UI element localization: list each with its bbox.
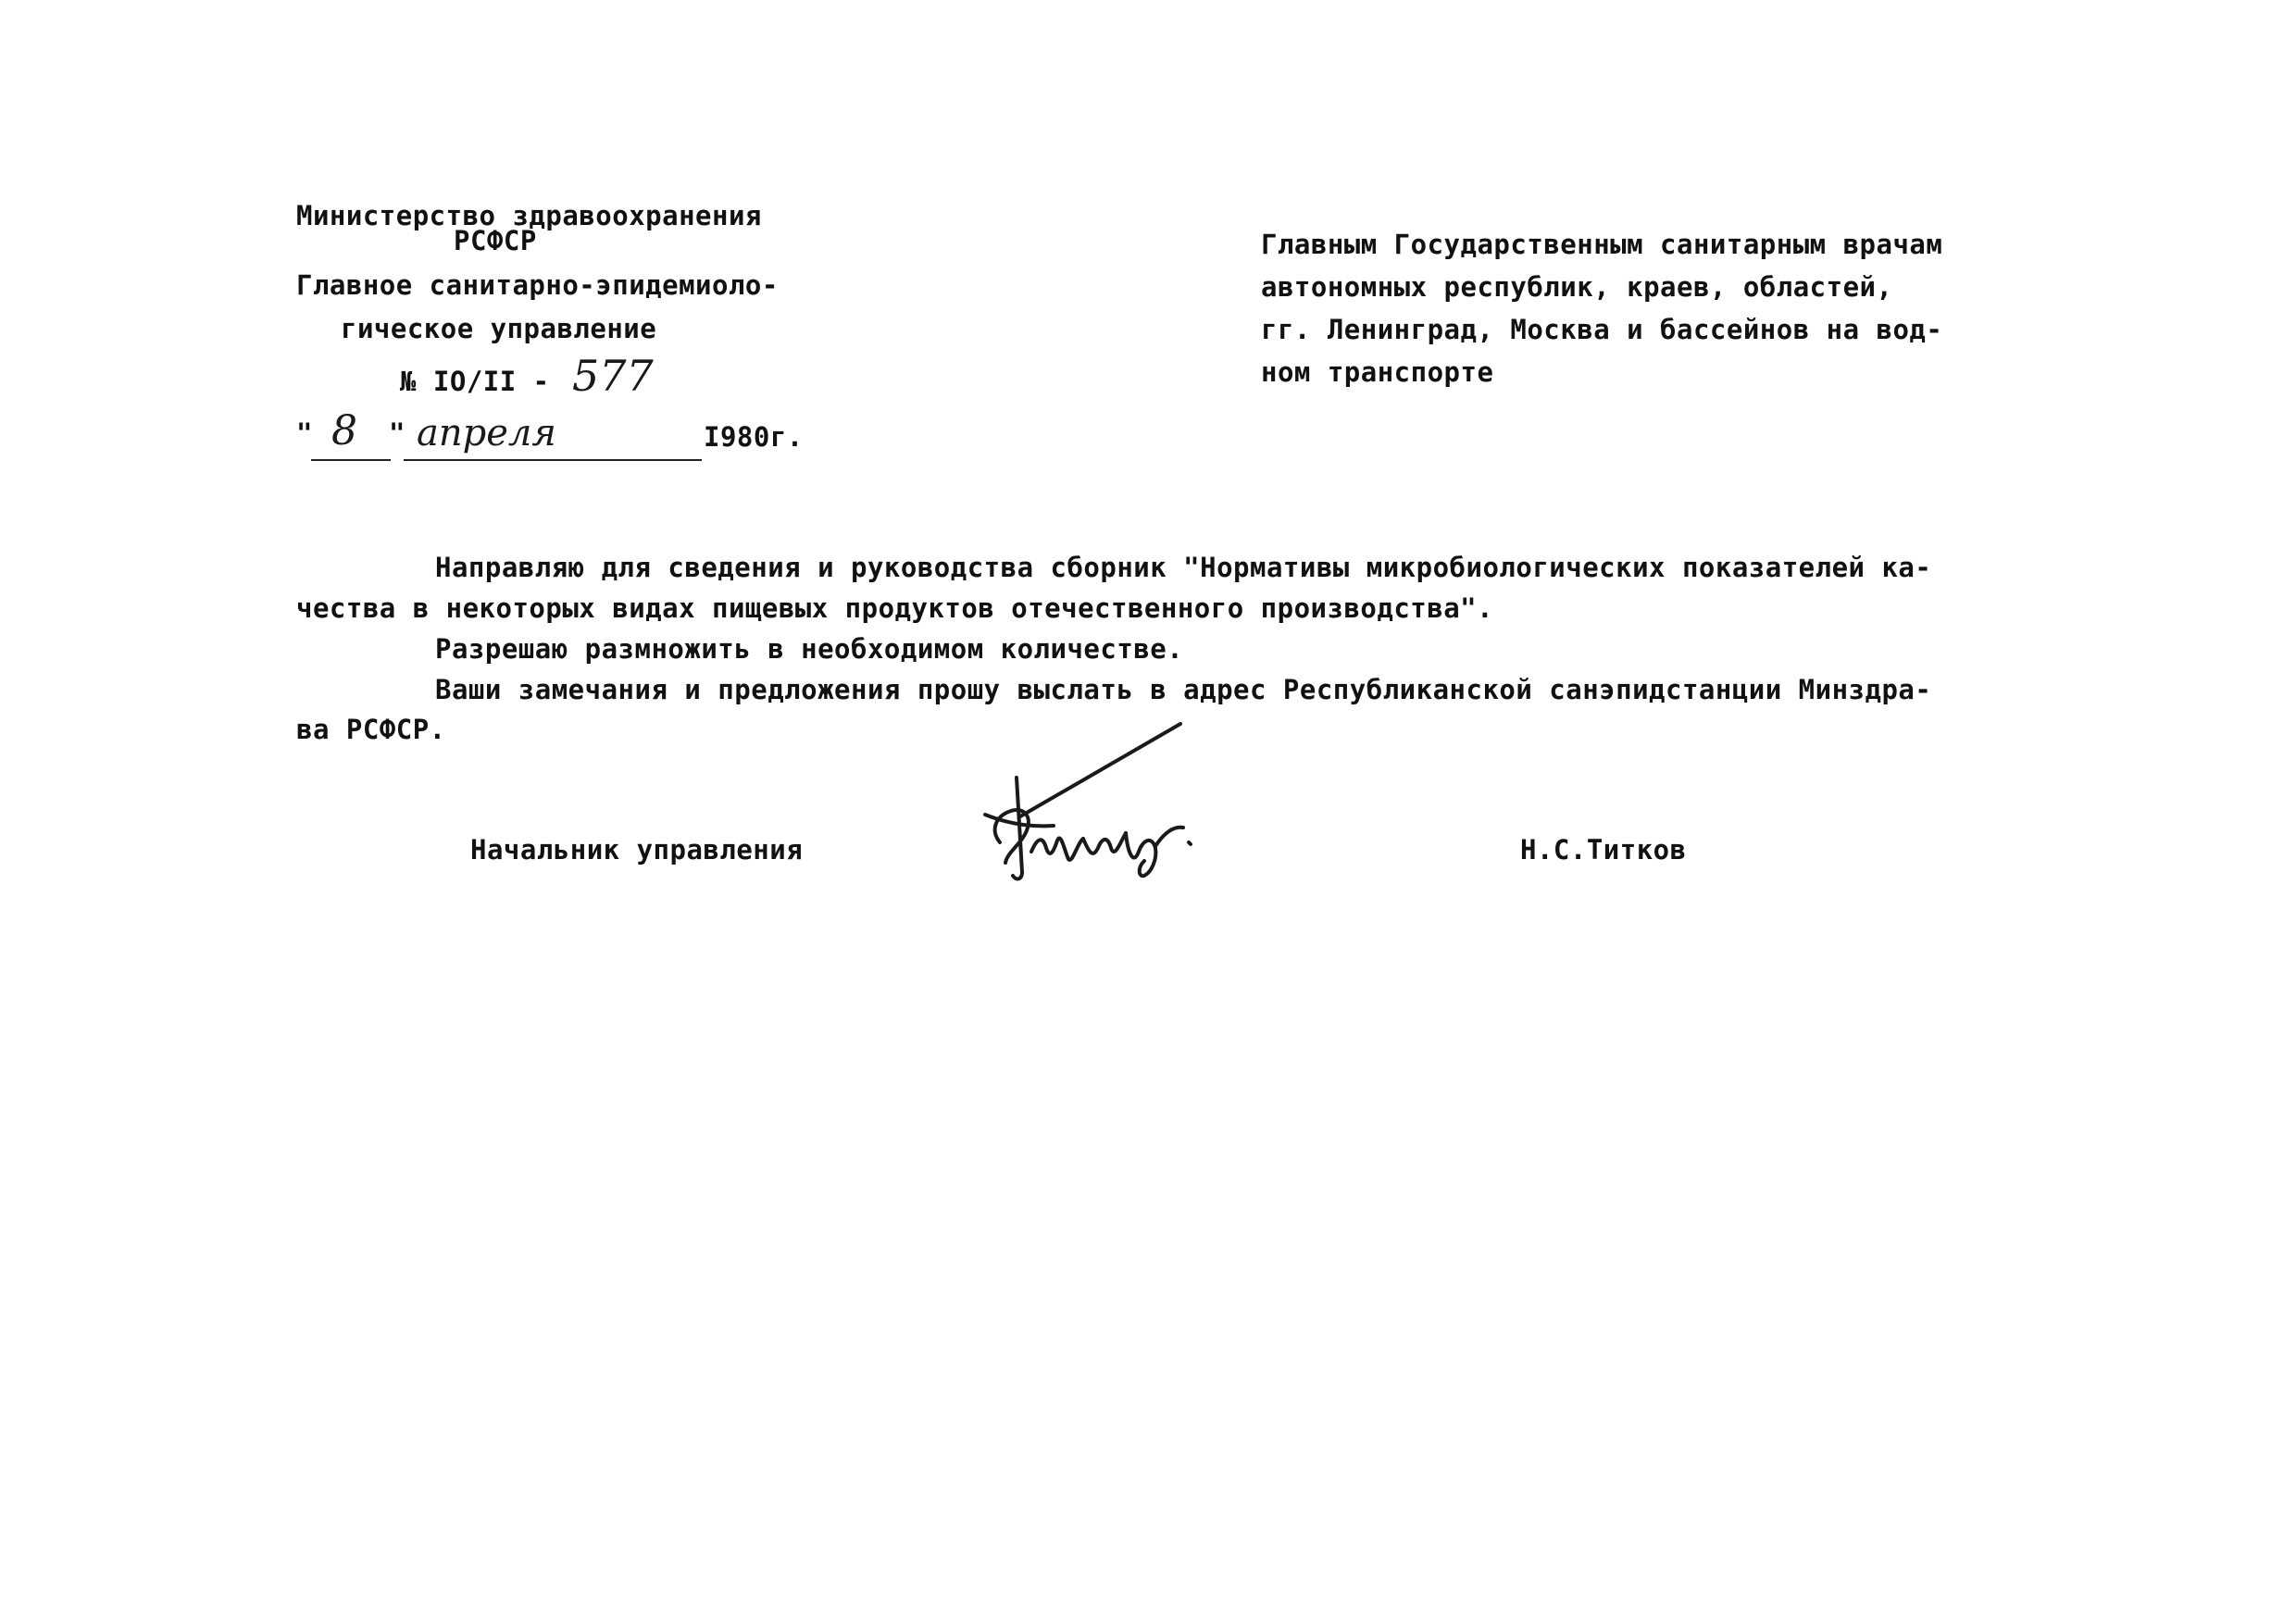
date-day-underline xyxy=(311,459,391,461)
addressee-line-1: Главным Государственным санитарным врачам xyxy=(1261,229,1943,260)
document-number-prefix: № IO/II - xyxy=(400,366,550,397)
document-number-handwritten: 577 xyxy=(572,351,654,401)
date-day-handwritten: 8 xyxy=(331,407,357,455)
department-line-1: Главное санитарно-эпидемиоло- xyxy=(296,269,779,301)
signatory-role: Начальник управления xyxy=(470,834,804,866)
addressee-line-2: автономных республик, краев, областей, xyxy=(1261,271,1893,303)
body-paragraph-2: Разрешаю размножить в необходимом количестве. xyxy=(435,633,1184,665)
body-paragraph-3-line-2: ва РСФСР. xyxy=(296,714,446,745)
date-open-quote: " xyxy=(296,417,313,449)
handwritten-signature-icon xyxy=(963,713,1222,889)
addressee-line-4: ном транспорте xyxy=(1261,356,1494,388)
body-paragraph-1-line-1: Направляю для сведения и руководства сборник "Нормативы микробиологических показателей ка- xyxy=(435,552,1932,583)
body-paragraph-1-line-2: чества в некоторых видах пищевых продуктов отечественного производства". xyxy=(296,592,1494,624)
ministry-country: РСФСР xyxy=(454,225,537,256)
department-line-2: гическое управление xyxy=(341,313,657,344)
ministry-name: Министерство здравоохранения xyxy=(296,200,762,231)
signatory-name: Н.С.Титков xyxy=(1520,834,1687,866)
date-close-quote: " xyxy=(389,417,406,449)
date-year: I980г. xyxy=(704,421,804,453)
addressee-line-3: гг. Ленинград, Москва и бассейнов на вод- xyxy=(1261,314,1943,345)
date-month-underline xyxy=(404,459,702,461)
date-month-handwritten: апреля xyxy=(417,412,556,455)
body-paragraph-3-line-1: Ваши замечания и предложения прошу выслать в адрес Республиканской санэпидстанции Минздра- xyxy=(435,674,1932,705)
